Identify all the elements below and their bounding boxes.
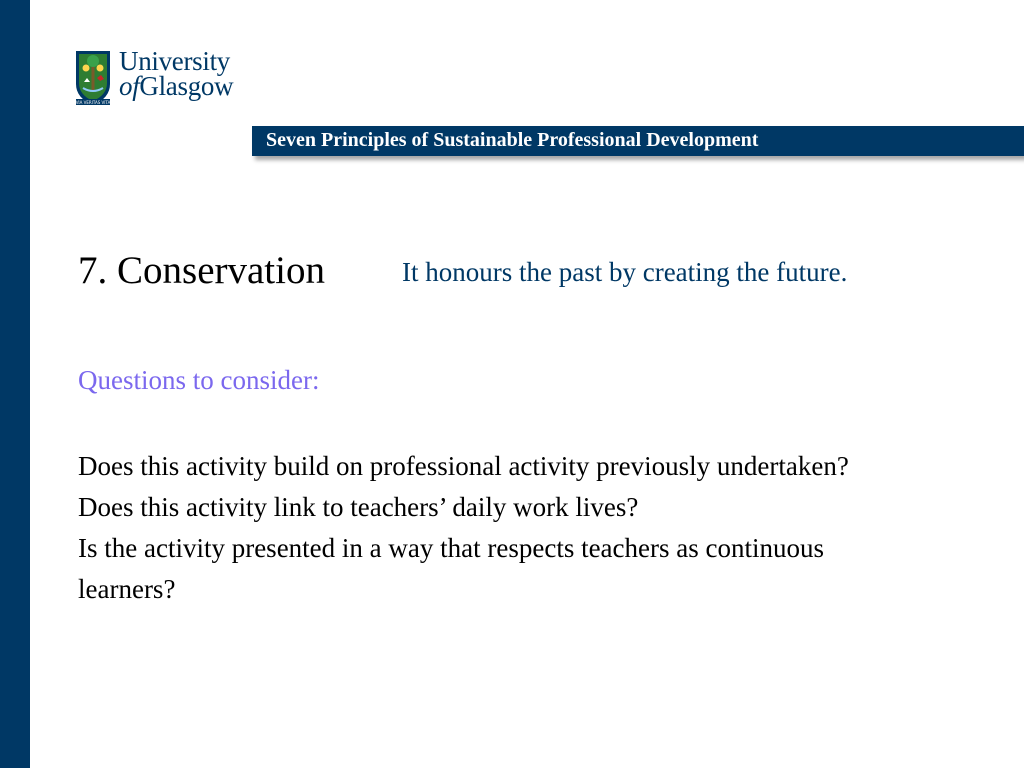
question-item: Does this activity build on professional activity previously undertaken? bbox=[78, 451, 849, 481]
crest-motto: VIA VERITAS VITA bbox=[75, 100, 111, 105]
logo-glasgow: Glasgow bbox=[139, 71, 234, 101]
logo-line-university: University bbox=[119, 46, 230, 76]
title-banner bbox=[252, 126, 1024, 156]
slide-subtitle: It honours the past by creating the future. bbox=[402, 257, 848, 287]
questions-list bbox=[78, 446, 908, 610]
crest-icon bbox=[75, 50, 111, 106]
university-logo bbox=[75, 48, 255, 108]
slide-heading: 7. Conservation bbox=[78, 249, 325, 292]
logo-line-glasgow bbox=[119, 73, 233, 100]
questions-heading: Questions to consider: bbox=[78, 365, 320, 395]
question-item: Does this activity link to teachers’ daily work lives? bbox=[78, 492, 639, 522]
left-accent-bar bbox=[0, 0, 30, 768]
logo-wordmark bbox=[119, 48, 233, 100]
logo-of: of bbox=[119, 71, 140, 101]
question-item: Is the activity presented in a way that respects teachers as continuous learners? bbox=[78, 533, 824, 604]
title-banner-text: Seven Principles of Sustainable Professional Development bbox=[266, 129, 759, 151]
